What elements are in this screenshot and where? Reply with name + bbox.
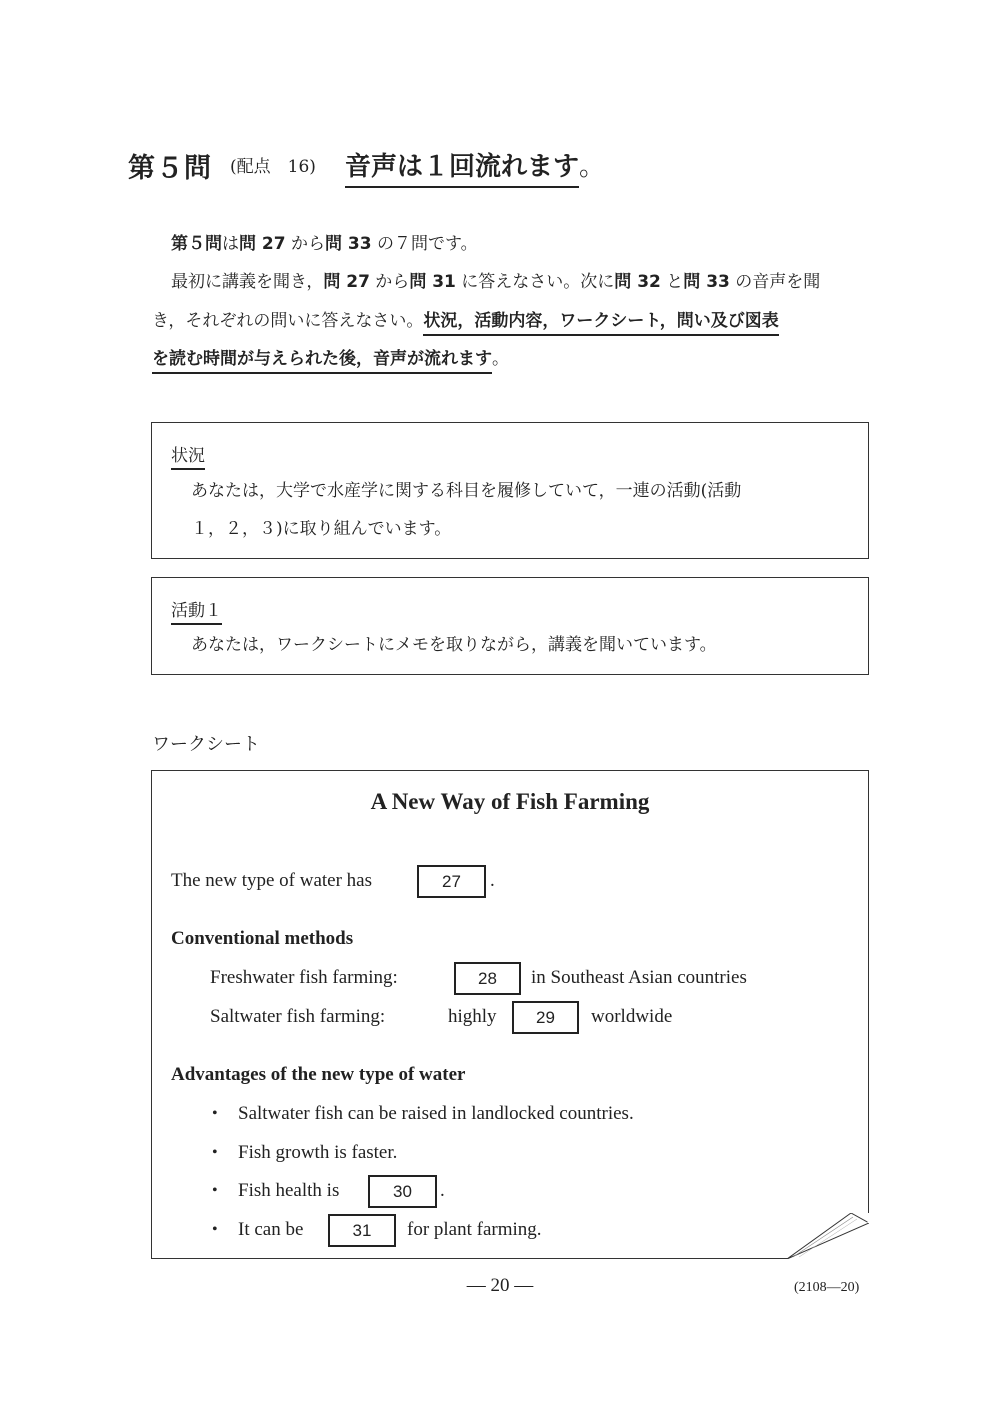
instruction-text: と [660,272,684,292]
period: . [490,870,495,891]
situation-line-2: １，２，３)に取り組んでいます。 [191,519,452,539]
question-ref: 問 27 [239,234,286,254]
advantage-4-suffix: for plant farming. [407,1219,542,1240]
question-ref: 問 33 [683,272,730,292]
advantage-3: Fish health is [238,1180,340,1201]
worksheet-label: ワークシート [152,734,260,755]
bullet: • [212,1105,218,1122]
question-ref: 第５問 [171,234,222,254]
audio-notice-period: 。 [579,152,606,182]
new-water-text: The new type of water has [171,870,373,891]
question-title: 第５問 [128,153,212,184]
situation-box [151,422,869,559]
instruction-text: は [222,234,239,254]
instruction-line-4 [152,344,509,369]
instruction-line-3 [152,306,779,331]
advantages-heading: Advantages of the new type of water [171,1064,466,1085]
saltwater-mid: highly [448,1006,497,1027]
instruction-line-2 [171,267,820,292]
page-number: — 20 — [466,1275,534,1296]
situation-label: 状況 [171,441,205,470]
instruction-text: 。 [492,349,509,369]
instruction-emphasis: 状況，活動内容，ワークシート，問い及び図表 [423,311,778,336]
instruction-text: き，それぞれの問いに答えなさい。 [152,311,424,331]
answer-blank-29: 29 [512,1001,579,1034]
instruction-emphasis: を読む時間が与えられた後，音声が流れます [152,349,492,374]
advantage-1: Saltwater fish can be raised in landlocked countries. [238,1103,634,1124]
activity1-box [151,577,869,675]
situation-line-1: あなたは，大学で水産学に関する科目を履修していて，一連の活動(活動 [191,481,742,501]
activity1-line-1: あなたは，ワークシートにメモを取りながら，講義を聞いています。 [191,635,717,655]
answer-blank-31: 31 [328,1214,396,1247]
instruction-text: から [369,272,410,292]
points-label: (配点 16) [230,157,316,177]
saltwater-suffix: worldwide [591,1006,673,1027]
conventional-heading: Conventional methods [171,928,354,949]
instruction-text: の７問です。 [371,234,478,254]
question-ref: 問 32 [614,272,661,292]
period: . [440,1180,445,1201]
question-ref: 問 27 [323,272,370,292]
answer-blank-30: 30 [368,1175,437,1208]
instruction-text: 最初に講義を聞き， [171,272,324,292]
freshwater-suffix: in Southeast Asian countries [531,967,747,988]
answer-blank-27: 27 [417,865,486,898]
advantage-2: Fish growth is faster. [238,1142,398,1163]
instruction-line-1 [171,229,478,254]
bullet: • [212,1182,218,1199]
bullet: • [212,1221,218,1238]
bullet: • [212,1144,218,1161]
question-ref: 問 33 [324,234,372,254]
page-code: (2108—20) [794,1280,860,1295]
worksheet-title: A New Way of Fish Farming [370,789,650,814]
freshwater-label: Freshwater fish farming: [210,967,398,988]
instruction-text: から [285,234,325,254]
instruction-text: に答えなさい。次に [455,272,615,292]
saltwater-label: Saltwater fish farming: [210,1006,386,1027]
audio-notice-text: 音声は１回流れます [345,152,579,188]
advantage-4: It can be [238,1219,304,1240]
audio-notice [345,146,605,183]
worksheet [151,770,869,1259]
activity1-label: 活動１ [171,596,222,625]
page-curl-icon [787,1213,869,1259]
question-ref: 問 31 [409,272,456,292]
instruction-text: の音声を聞 [729,272,821,292]
answer-blank-28: 28 [454,962,521,995]
